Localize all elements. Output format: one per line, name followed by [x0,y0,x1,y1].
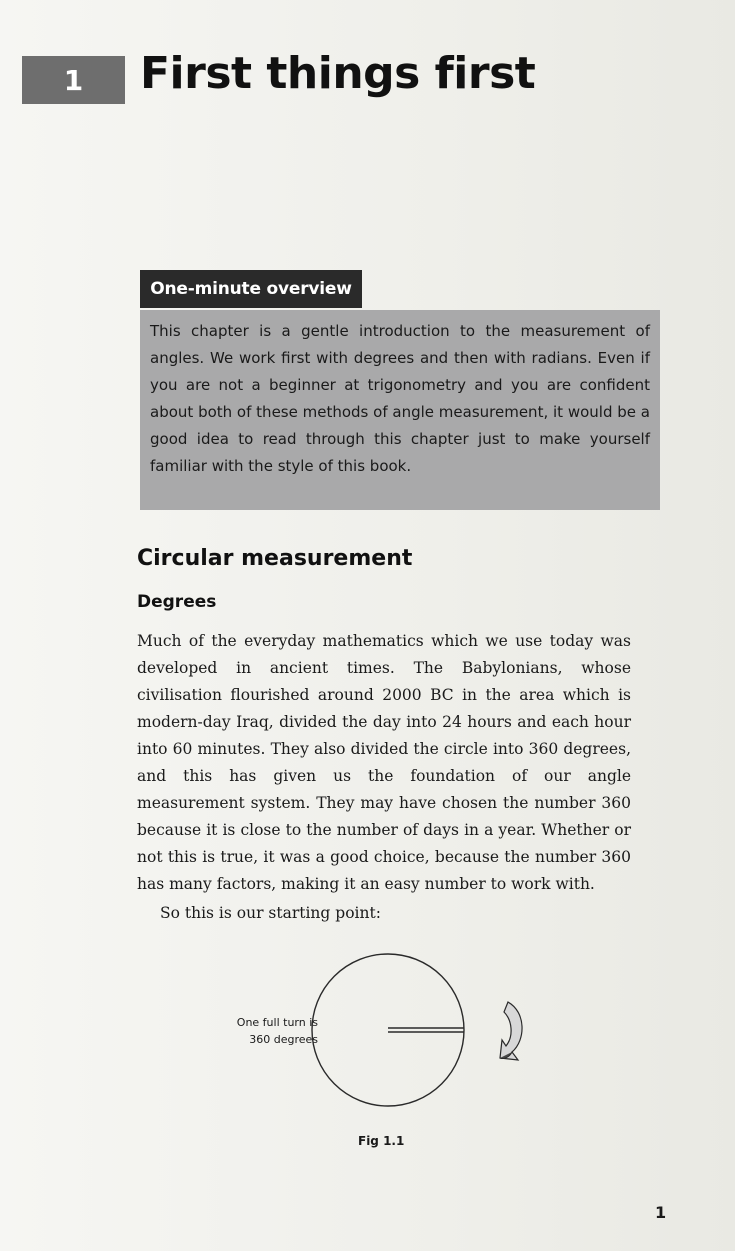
overview-box [140,310,660,510]
page-number: 1 [655,1203,667,1222]
subheading: Degrees [137,592,217,612]
section-heading: Circular measurement [137,546,413,571]
chapter-number: 1 [63,63,84,97]
lead-in-text: So this is our starting point: [160,904,381,922]
figure-label-line1: One full turn is [236,1016,318,1029]
full-turn-circle [312,954,464,1106]
figure-label-line2: 360 degrees [249,1033,318,1046]
rotation-arrow-icon [500,1002,522,1060]
chapter-number-box [22,56,125,104]
figure-caption: Fig 1.1 [358,1134,405,1148]
body-paragraph: Much of the everyday mathematics which we use today was developed in ancient times. The Babylonians, whose civilisation flourished around 2000 BC in the area which is modern-day Iraq, divided the day into 24 hours and each hour into 60 minutes. They also divided the circle into 360 degrees, and this has given us the foundation of our angle measurement system. They may have chosen the number 360 because it is close to the number of days in a year. Whether or not this is true, it was a good choice, because the number 360 has many factors, making it an easy number to work with. [137,632,631,893]
overview-label: One-minute overview [140,270,362,308]
overview-text: This chapter is a gentle introduction to the measurement of angles. We work first with degrees and then with radians. Even if you are not a beginner at trigonometry and you are confident about both of these methods of angle measurement, it would be a good idea to read through this chapter just to make yourself familiar with the style of this book. [150,322,650,475]
circle-diagram [300,940,540,1120]
chapter-title: First things first [140,48,536,99]
